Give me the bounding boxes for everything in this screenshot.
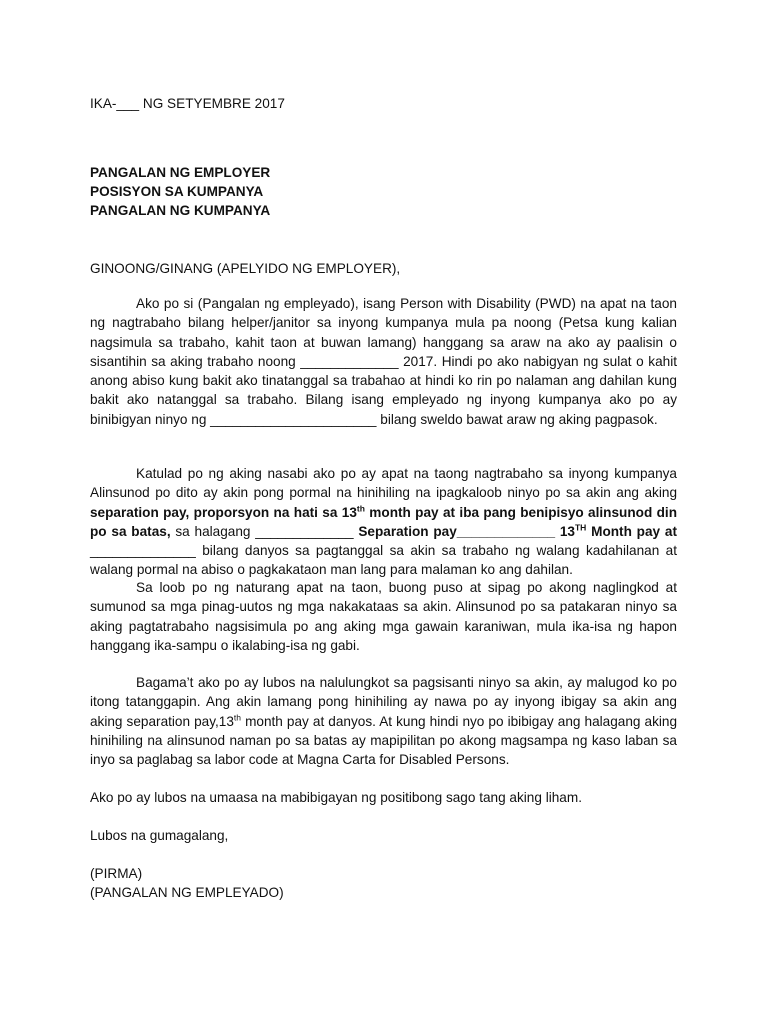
paragraph-1: Ako po si (Pangalan ng empleyado), isang Person with Disability (PWD) na apat na taon ng nagtrabaho bilang helper/janitor sa inyong kumpanya mula pa noong (Petsa kung kalian nagsimula sa trabaho, kahit taon at buwan lamang) hanggang sa araw na ako ay paalisin o sisantihin sa aking trabaho noong _____________ 2017. Hindi po ako nabigyan ng sulat o kahit anong abiso kung bakit ako tinatanggal sa trabahao at hindi ko rin po nalaman ang dahilan kung bakit ako natanggal sa trabaho. Bilang isang empleyado ng inyong kumpanya ako po ay binibigyan ninyo ng ______________________ bilang sweldo bawat araw ng aking pagpasok. [90, 296, 677, 427]
paragraph-2-text: Katulad po ng aking nasabi ako po ay apat na taong nagtrabaho sa inyong kumpanya Alinsunod po dito ay akin pong pormal na hinihiling na ipagkaloob ninyo po sa akin ang aking [90, 466, 677, 501]
paragraph-2-amount: sa halagang _____________ [170, 523, 359, 539]
closing: Lubos na gumagalang, [90, 828, 229, 843]
salutation: GINOONG/GINANG (APELYIDO NG EMPLOYER), [90, 261, 401, 276]
paragraph-3: Sa loob po ng naturang apat na taon, buong puso at sipag po akong naglingkod at sumunod sa mga pinag-uutos ng mga nakakataas sa akin. Alinsunod po sa patakaran ninyo sa aking pagtatrabaho nagsisimula po ang aking mga gawain karaniwan, mula ika-isa ng hapon hanggang ika-sampu o ikalabing-isa ng gabi. [90, 580, 677, 653]
month-pay-bold: Month pay at [586, 523, 677, 539]
paragraph-4-text: Bagama’t ako po ay lubos na nalulungkot sa pagsisanti ninyo sa akin, ay malugod ko po itong tatanggapin. Ang akin lamang pong hinihiling ay nawa po ay inyong ibigay sa akin ang aking separation pay,13 [90, 675, 677, 729]
paragraph-2 [90, 464, 677, 580]
th-superscript-p4: th [233, 712, 242, 723]
signature: (PIRMA) [90, 866, 143, 881]
paragraph-2-end: ______________ bilang danyos sa pagtanggal sa akin sa trabaho ng walang kadahilanan at walang pormal na abiso o pagkakataon man lang para malaman ko ang dahilan. [90, 543, 677, 578]
th-superscript: th [356, 503, 365, 514]
separation-pay-bold: separation pay, proporsyon na hati sa 13 [90, 504, 357, 520]
employee-name: (PANGALAN NG EMPLEYADO) [90, 885, 284, 900]
paragraph-4 [90, 673, 677, 769]
date-line: IKA-___ NG SETYEMBRE 2017 [90, 96, 285, 111]
employer-name: PANGALAN NG EMPLOYER [90, 165, 271, 180]
paragraph-5: Ako po ay lubos na umaasa na mabibigayan ng positibong sago tang aking liham. [90, 790, 582, 805]
benefits-bold: month pay at iba pang benipisyo alinsunod din po sa batas, [90, 504, 677, 539]
separation-pay-blank: Separation pay_____________ 13 [358, 523, 575, 539]
th-superscript-caps: TH [574, 522, 587, 533]
employer-position: POSISYON SA KUMPANYA [90, 184, 264, 199]
company-name: PANGALAN NG KUMPANYA [90, 203, 271, 218]
paragraph-4-end: month pay at danyos. At kung hindi nyo po ibibigay ang halagang aking hinihiling na alinsunod naman po sa batas ay mapipilitan po akong magsampa ng kaso laban sa inyo sa paglabag sa labor code at Magna Carta for Disabled Persons. [90, 713, 678, 768]
